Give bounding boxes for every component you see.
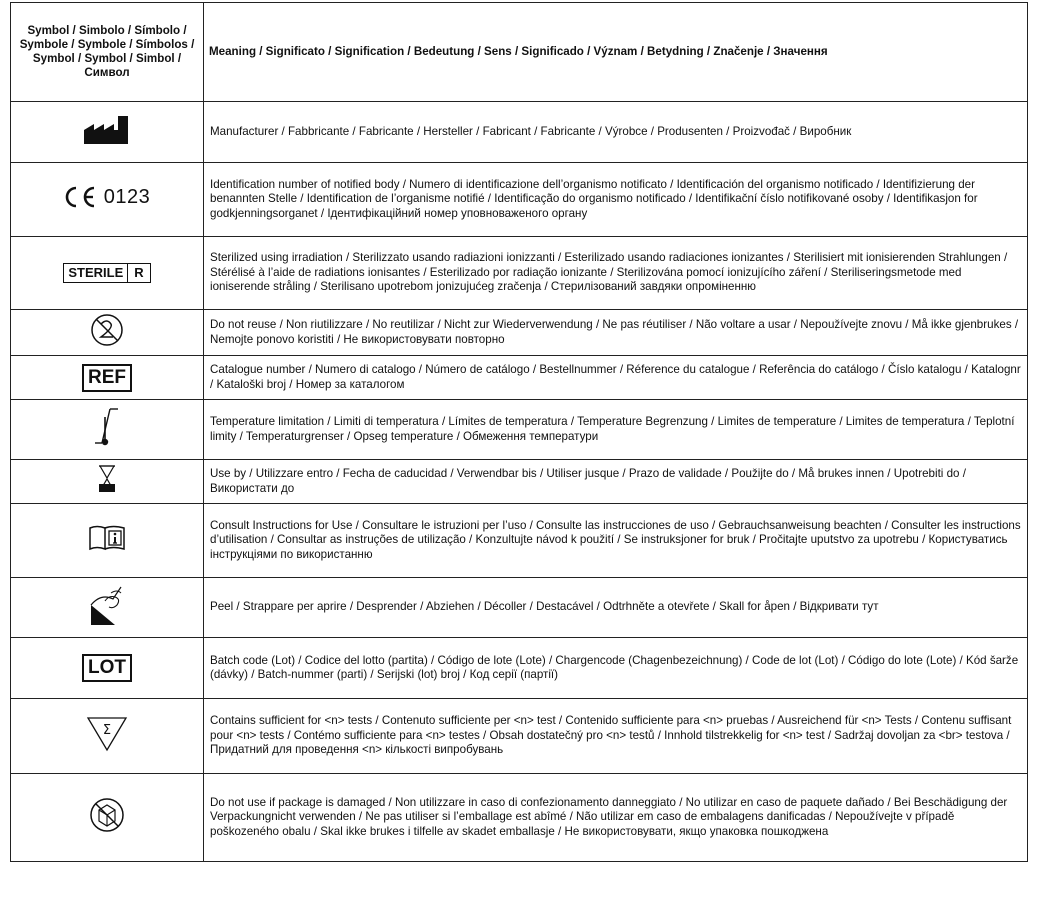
- table-row: [11, 400, 1028, 460]
- table-row: [11, 504, 1028, 578]
- table-row: [11, 578, 1028, 638]
- meaning-cell: Batch code (Lot) / Codice del lotto (partita) / Código de lote (Lote) / Chargencode (Chagenbezeichnung) / Code de lot (Lot) / Código do lote (Lote) / Kód šarže (dávky) / Batch-nummer (parti) / Serijski (lot) broj / Код серії (партії): [204, 638, 1028, 699]
- sigma-glyph: Σ: [102, 722, 112, 738]
- meaning-column-header: Meaning / Significato / Signification / Bedeutung / Sens / Significado / Význam / Betydning / Značenje / Значення: [204, 3, 1028, 102]
- ce-mark-icon: [64, 186, 151, 208]
- contains-sufficient-icon: [85, 714, 129, 754]
- symbol-cell: [11, 578, 204, 638]
- meaning-cell: Catalogue number / Numero di catalogo / Número de catálogo / Bestellnummer / Réference du catalogue / Referência do catálogo / Číslo katalogu / Katalognr / Kataloški broj / Номер за каталогом: [204, 356, 1028, 400]
- do-not-use-damaged-icon: [87, 795, 127, 835]
- sterile-method-label: R: [134, 265, 144, 280]
- manufacturer-icon: [82, 114, 132, 146]
- symbol-cell: [11, 699, 204, 774]
- meaning-cell: Consult Instructions for Use / Consultare le istruzioni per l’uso / Consulte las instrucciones de uso / Gebrauchsanweisung beachten / Consulter les instructions d’utilisation / Consultar as instruções de utilização / Konzultujte návod k použití / Se instruksjoner for bruk / Pročitajte uputstvo za upotrebu / Користуватись інструкціями по використанню: [204, 504, 1028, 578]
- table-row: [11, 310, 1028, 356]
- symbol-cell: [11, 460, 204, 504]
- table-row: [11, 356, 1028, 400]
- meaning-cell: Identification number of notified body / Numero di identificazione dell’organismo notificato / Identificación del organismo notificado / Identifizierung der benannten Stelle / Identification de l’organisme notifié / Identificação do organismo notificado / Identifikační číslo notifikované osoby / Identifikasjon for godkjenningsorganet / Ідентифікаційний номер уповноваженого органу: [204, 163, 1028, 237]
- sterile-label: STERILE: [64, 264, 128, 282]
- use-by-hourglass-icon: [97, 464, 117, 494]
- consult-ifu-icon: [87, 524, 127, 552]
- symbols-table: [10, 2, 1028, 862]
- sterile-r-icon: [63, 263, 150, 283]
- meaning-cell: Manufacturer / Fabbricante / Fabricante / Hersteller / Fabricant / Fabricante / Výrobce / Produsenten / Proizvođač / Виробник: [204, 102, 1028, 163]
- do-not-reuse-icon: [90, 313, 124, 347]
- meaning-cell: Use by / Utilizzare entro / Fecha de caducidad / Verwendbar bis / Utiliser jusque / Prazo de validade / Použijte do / Må brukes innen / Upotrebiti do / Використати до: [204, 460, 1028, 504]
- table-row: [11, 102, 1028, 163]
- symbol-column-header: Symbol / Simbolo / Símbolo / Symbole / Symbole / Símbolos / Symbol / Symbol / Simbol / Символ: [11, 3, 204, 102]
- meaning-cell: Temperature limitation / Limiti di temperatura / Límites de temperatura / Temperature Begrenzung / Limites de temperature / Limites de temperatura / Teplotní limity / Temperaturgrenser / Opseg temperature / Обмеження температури: [204, 400, 1028, 460]
- meaning-cell: Do not reuse / Non riutilizzare / No reutilizar / Nicht zur Wiederverwendung / Ne pas réutiliser / Não voltare a usar / Nepoužívejte znovu / Må ikke gjenbrukes / Nemojte ponovo koristiti / Не використовувати повторно: [204, 310, 1028, 356]
- symbol-cell: [11, 400, 204, 460]
- table-row: [11, 460, 1028, 504]
- table-row: [11, 638, 1028, 699]
- temperature-limit-icon: [92, 405, 122, 449]
- table-row: [11, 237, 1028, 310]
- ref-icon: REF: [82, 364, 132, 392]
- meaning-cell: Sterilized using irradiation / Sterilizzato usando radiazioni ionizzanti / Esterilizado usando radiaciones ionizantes / Sterilisiert mit ionisierenden Strahlungen / Stérélisé à l’aide de radiations ionisantes / Esterilizado por radiação ionizante / Sterilizována pomocí ionizujícího záření / Steriliseringsmetode med ioniserende stråling / Sterilisano upotrebom jonizujućeg zračenja / Стерилізований завдяки опроміненню: [204, 237, 1028, 310]
- symbol-cell: [11, 356, 204, 400]
- table-row: [11, 699, 1028, 774]
- table-row: [11, 163, 1028, 237]
- symbol-cell: [11, 774, 204, 862]
- peel-icon: [87, 583, 127, 627]
- table-row: [11, 774, 1028, 862]
- symbol-cell: [11, 504, 204, 578]
- meaning-cell: Peel / Strappare per aprire / Desprender / Abziehen / Décoller / Destacável / Odtrhněte a otevřete / Skall for åpen / Відкривати тут: [204, 578, 1028, 638]
- symbol-cell: [11, 102, 204, 163]
- meaning-cell: Contains sufficient for <n> tests / Contenuto sufficiente per <n> test / Contenido sufficiente para <n> pruebas / Ausreichend für <n> Tests / Contenu suffisant pour <n> tests / Contémo sufficiente para <n> testes / Obsah dostatečný pro <n> testů / Innhold tilstrekkelig for <n> test / Sadržaj dovoljan za <br> testova / Придатний для проведення <n> кількості випробувань: [204, 699, 1028, 774]
- table-header-row: [11, 3, 1028, 102]
- lot-icon: LOT: [82, 654, 132, 682]
- notified-body-number: 0123: [103, 186, 151, 208]
- symbol-cell: [11, 638, 204, 699]
- meaning-cell: Do not use if package is damaged / Non utilizzare in caso di confezionamento danneggiato / No utilizar en caso de paquete dañado / Bei Beschädigung der Verpackungnicht verwenden / Ne pas utiliser si l’emballage est abîmé / Não utilizar em caso de embalagens danificadas / Nepoužívejte v případě poškozeného obalu / Skal ikke brukes i tilfelle av skadet emballasje / Не використовувати, якщо упаковка пошкоджена: [204, 774, 1028, 862]
- symbol-cell: [11, 310, 204, 356]
- symbol-cell: [11, 163, 204, 237]
- symbol-cell: [11, 237, 204, 310]
